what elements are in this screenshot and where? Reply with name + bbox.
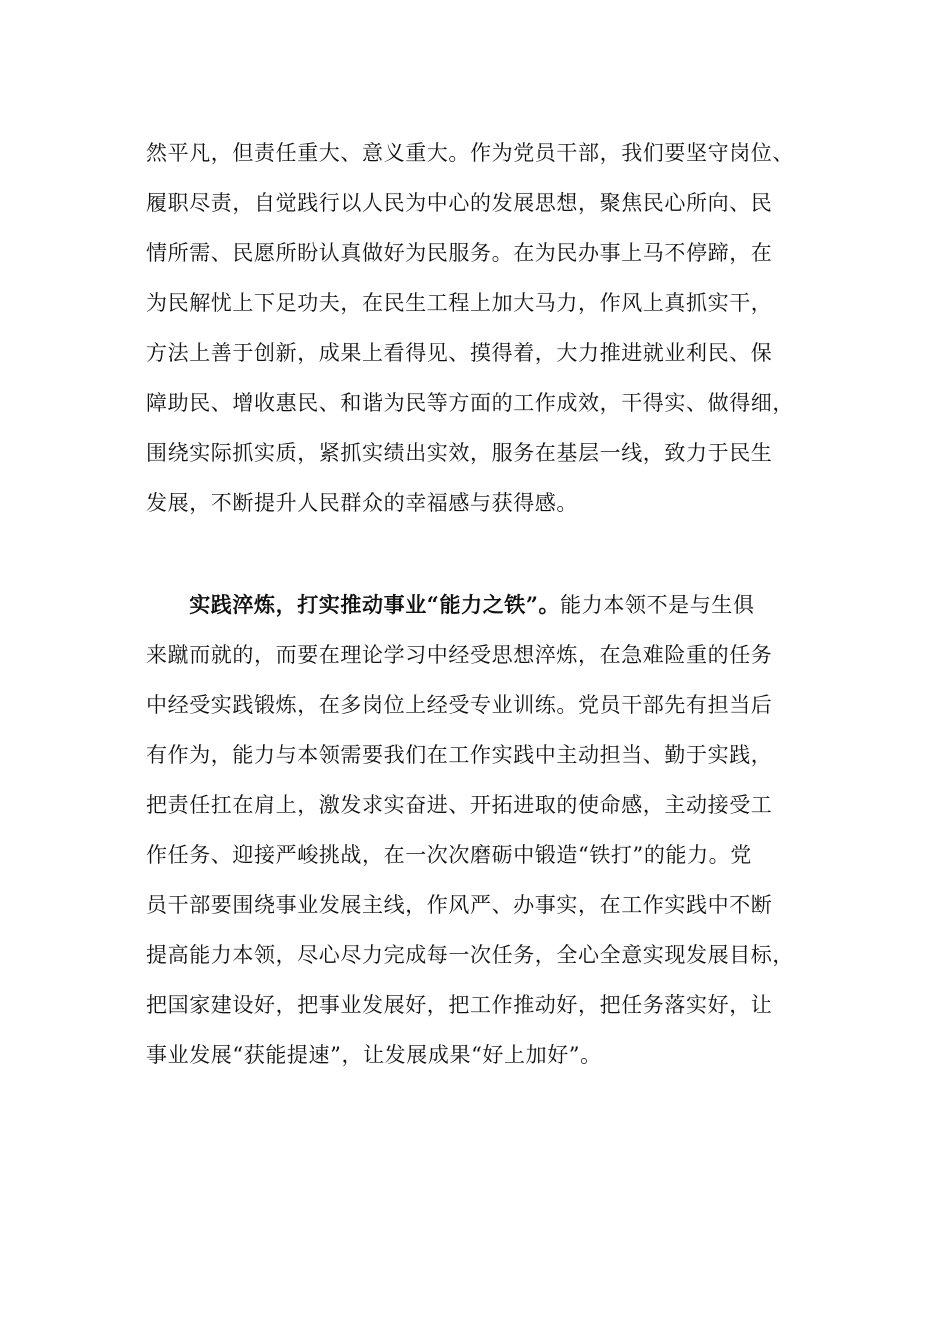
text-line: 障助民、增收惠民、和谐为民等方面的工作成效，干得实、做得细， <box>146 391 794 415</box>
text-line: 为民解忧上下足功夫，在民生工程上加大马力，作风上真抓实干， <box>146 291 773 315</box>
text-line: 事业发展“获能提速”，让发展成果“好上加好”。 <box>146 1043 602 1067</box>
text-line: 把国家建设好，把事业发展好，把工作推动好，把任务落实好，让 <box>146 993 773 1017</box>
text-line: 方法上善于创新，成果上看得见、摸得着，大力推进就业利民、保 <box>146 341 773 365</box>
text-line: 中经受实践锻炼，在多岗位上经受专业训练。党员干部先有担当后 <box>146 693 773 717</box>
text-line: 发展，不断提升人民群众的幸福感与获得感。 <box>146 491 578 515</box>
section-heading: 实践淬炼，打实推动事业“能力之铁”。 <box>189 592 561 617</box>
paragraph-people-service <box>146 128 826 528</box>
text-line: 围绕实际抓实质，紧抓实绩出实效，服务在基层一线，致力于民生 <box>146 441 773 465</box>
text-line: 有作为，能力与本领需要我们在工作实践中主动担当、勤于实践， <box>146 743 773 767</box>
text-line: 来蹴而就的，而要在理论学习中经受思想淬炼，在急难险重的任务 <box>146 643 773 667</box>
text-line: 作任务、迎接严峻挑战，在一次次磨砺中锻造“铁打”的能力。党 <box>146 843 752 867</box>
first-line-text: 能力本领不是与生俱 <box>560 593 755 617</box>
text-line: 把责任扛在肩上，激发求实奋进、开拓进取的使命感，主动接受工 <box>146 793 773 817</box>
text-line: 履职尽责，自觉践行以人民为中心的发展思想，聚焦民心所向、民 <box>146 191 773 215</box>
text-line: 提高能力本领，尽心尽力完成每一次任务，全心全意实现发展目标， <box>146 943 794 967</box>
text-line: 然平凡，但责任重大、意义重大。作为党员干部，我们要坚守岗位、 <box>146 141 794 165</box>
text-line-first <box>146 580 826 630</box>
text-line: 员干部要围绕事业发展主线，作风严、办事实，在工作实践中不断 <box>146 893 773 917</box>
text-line: 情所需、民愿所盼认真做好为民服务。在为民办事上马不停蹄，在 <box>146 241 773 265</box>
paragraph-practice-ability <box>146 580 826 1080</box>
